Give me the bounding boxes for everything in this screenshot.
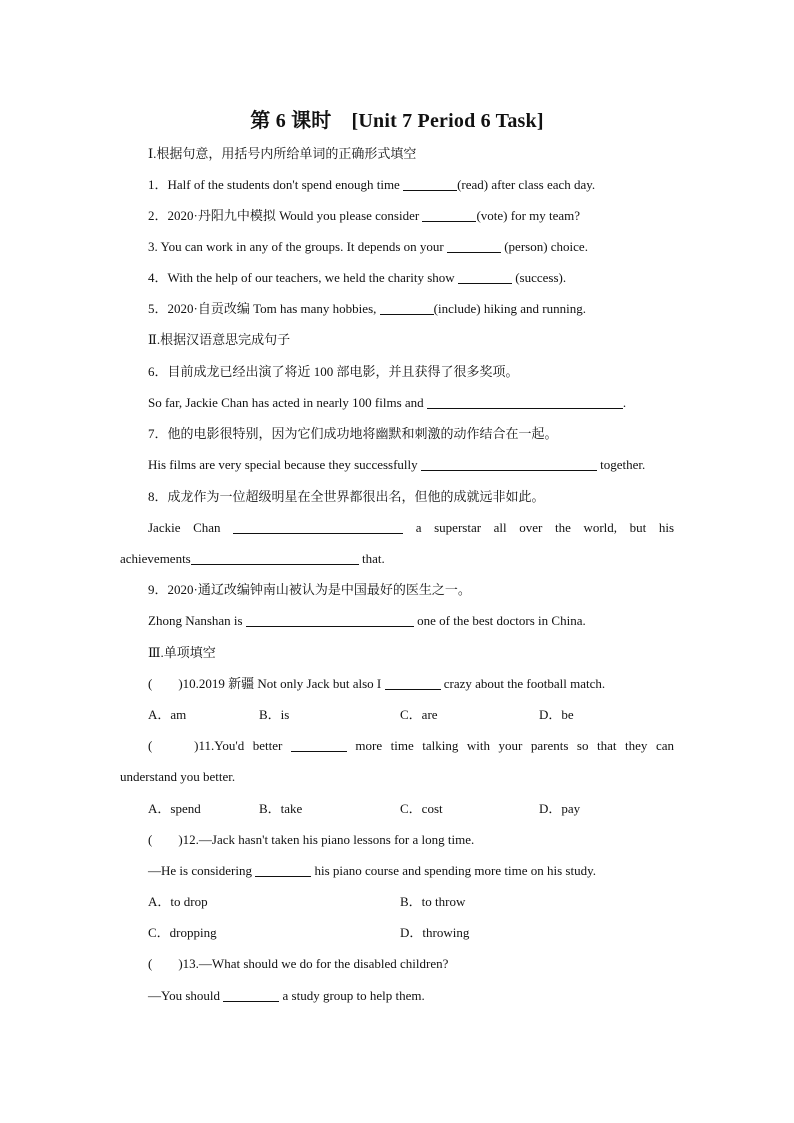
answer-blank[interactable] [458, 270, 512, 284]
question-13-line-2: —You should a study group to help them. [148, 988, 425, 1003]
question-5: 5．2020·自贡改编 Tom has many hobbies, (include) hiking and running. [148, 301, 586, 316]
answer-blank [385, 676, 441, 690]
answer-blank [291, 738, 347, 752]
question-9: Zhong Nanshan is one of the best doctors in China. [148, 613, 586, 628]
option-a: A．to drop [148, 894, 208, 909]
question-8-line-2: achievements that. [120, 551, 385, 566]
question-3: 3. You can work in any of the groups. It depends on your (person) choice. [148, 239, 588, 254]
question-6: So far, Jackie Chan has acted in nearly 100 films and . [148, 395, 627, 410]
answer-blank[interactable] [422, 208, 476, 222]
question-8: Jackie Chan a superstar all over the world, but his [148, 520, 675, 535]
option-c: C．cost [400, 801, 443, 816]
question-12: ( )12.—Jack hasn't taken his piano lessons for a long time. [148, 832, 475, 847]
answer-blank[interactable] [246, 613, 414, 627]
answer-blank[interactable] [403, 177, 457, 191]
section-heading-1: Ⅰ.根据句意，用括号内所给单词的正确形式填空 [148, 146, 417, 161]
option-b: B．is [259, 707, 290, 722]
answer-blank [223, 988, 279, 1002]
answer-blank[interactable] [447, 239, 501, 253]
option-b: B．take [259, 801, 303, 816]
question-1: 1．Half of the students don't spend enough time (read) after class each day. [148, 177, 596, 192]
answer-blank[interactable] [380, 301, 434, 315]
option-a: A．spend [148, 801, 201, 816]
option-d: D．throwing [400, 925, 470, 940]
answer-blank[interactable] [427, 395, 623, 409]
question-12-line-2: —He is considering his piano course and spending more time on his study. [148, 863, 596, 878]
question-11-line-2: understand you better. [120, 769, 236, 784]
option-d: D．pay [539, 801, 581, 816]
question-8-prompt: 8．成龙作为一位超级明星在全世界都很出名，但他的成就远非如此。 [148, 489, 545, 504]
question-6-prompt: 6．目前成龙已经出演了将近 100 部电影，并且获得了很多奖项。 [148, 364, 519, 379]
question-7-prompt: 7．他的电影很特别，因为它们成功地将幽默和刺激的动作结合在一起。 [148, 426, 558, 441]
answer-blank [255, 863, 311, 877]
option-c: C．are [400, 707, 438, 722]
answer-blank[interactable] [233, 520, 403, 534]
option-c: C．dropping [148, 925, 217, 940]
question-4: 4．With the help of our teachers, we held the charity show (success). [148, 270, 567, 285]
question-13: ( )13.—What should we do for the disabled children? [148, 956, 449, 971]
option-d: D．be [539, 707, 574, 722]
answer-parenthesis[interactable]: ( ) [148, 832, 183, 847]
section-heading-3: Ⅲ.单项填空 [148, 645, 216, 660]
question-2: 2．2020·丹阳九中模拟 Would you please consider (vote) for my team? [148, 208, 581, 223]
option-b: B．to throw [400, 894, 466, 909]
question-11: ( )11.You'd better more time talking with your parents so that they can [148, 738, 674, 753]
option-a: A．am [148, 707, 187, 722]
page-title [0, 104, 794, 133]
unit-label: [Unit 7 Period 6 Task] [351, 110, 544, 132]
section-heading-2: Ⅱ.根据汉语意思完成句子 [148, 332, 291, 347]
question-10: ( )10.2019 新疆 Not only Jack but also I crazy about the football match. [148, 676, 606, 691]
question-7: His films are very special because they successfully together. [148, 457, 646, 472]
answer-blank[interactable] [191, 551, 359, 565]
lesson-label: 第 6 课时 [250, 110, 332, 132]
answer-parenthesis[interactable]: ( ) [148, 738, 199, 753]
answer-blank[interactable] [421, 457, 597, 471]
answer-parenthesis[interactable]: ( ) [148, 676, 183, 691]
question-9-prompt: 9．2020·通辽改编钟南山被认为是中国最好的医生之一。 [148, 582, 471, 597]
answer-parenthesis[interactable]: ( ) [148, 956, 183, 971]
